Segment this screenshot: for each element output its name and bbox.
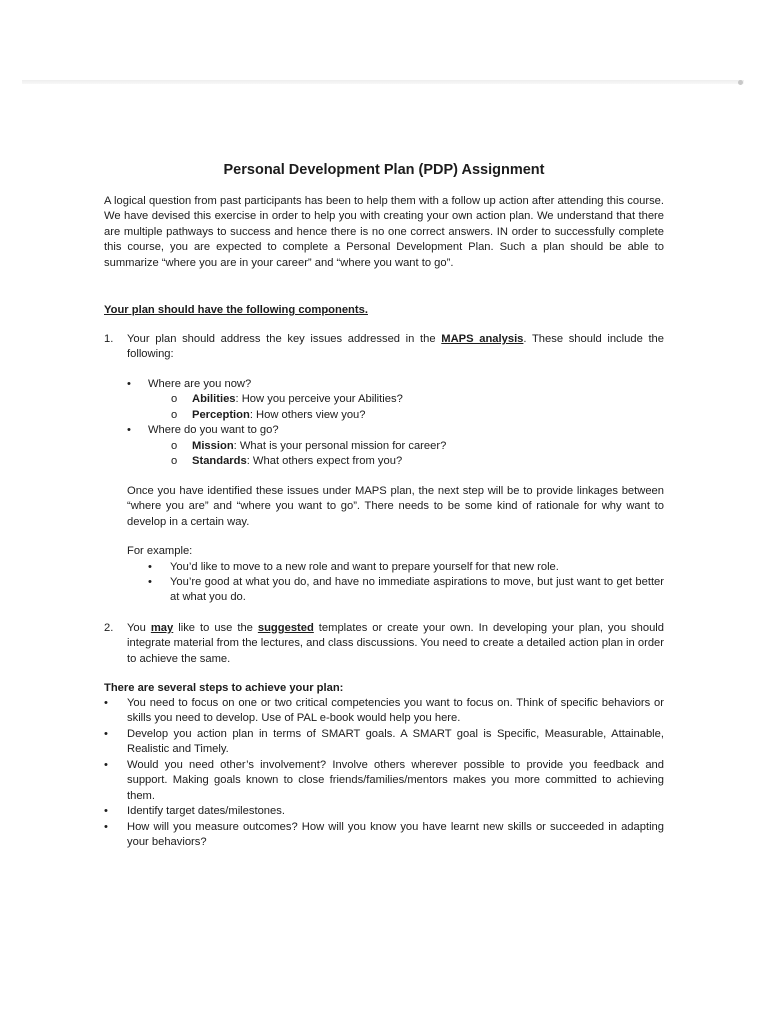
page-top-edge (22, 80, 744, 84)
sub-perception (192, 408, 365, 423)
sub-standards (192, 454, 402, 469)
item2-may: may (150, 622, 174, 634)
step-item: Develop you action plan in terms of SMART goals. A SMART goal is Specific, Measurable, Attainable, Realistic and Timely. (127, 728, 664, 756)
bullet-icon: • (127, 378, 131, 390)
item2-t3: templates or create your own. In developing your plan, you should integrate material from the lectures, and class discussions. You need to create a detailed action plan in order to achieve the same. (127, 622, 664, 665)
components-heading: Your plan should have the following components. (104, 304, 368, 316)
example-item: You’d like to move to a new role and want to prepare yourself for that new role. (170, 561, 559, 573)
bullet-icon: • (104, 728, 108, 740)
step-item: How will you measure outcomes? How will you know you have learnt new skills or succeeded in adapting your behaviors? (127, 821, 664, 849)
item1-text (127, 332, 664, 363)
document-title: Personal Development Plan (PDP) Assignment (223, 162, 545, 178)
sub-bullet-icon: o (171, 455, 178, 467)
example-item: You’re good at what you do, and have no immediate aspirations to move, but just want to get better at what you do. (170, 576, 664, 604)
item2-t2: like to use the (173, 622, 258, 634)
sub-abilities (192, 392, 403, 407)
desc-abilities: : How you perceive your Abilities? (235, 393, 403, 405)
bullet-icon: • (148, 561, 152, 573)
maps-analysis-link: MAPS analysis (441, 333, 524, 345)
item2-text (127, 621, 664, 667)
term-abilities: Abilities (192, 393, 236, 405)
step-item: You need to focus on one or two critical competencies you want to focus on. Think of specific behaviors or skills you need to develop. Use of PAL e-book would help you here. (127, 697, 664, 725)
bullet-icon: • (127, 424, 131, 436)
step-item: Identify target dates/milestones. (127, 805, 285, 817)
sub-mission (192, 439, 446, 454)
sub-bullet-icon: o (171, 393, 178, 405)
item1-text-after: . These should include the following: (127, 333, 664, 361)
step-item: Would you need other’s involvement? Involve others wherever possible to provide you feedback and support. Making goals known to close friends/families/mentors makes you more committed to achieving them. (127, 759, 664, 802)
desc-perception: : How others view you? (249, 409, 366, 421)
bullet-icon: • (104, 805, 108, 817)
bullet-icon: • (148, 576, 152, 588)
bullet-icon: • (104, 697, 108, 709)
term-perception: Perception (192, 409, 250, 421)
example-label: For example: (127, 545, 193, 557)
group-label-go: Where do you want to go? (148, 424, 279, 436)
intro-paragraph: A logical question from past participants has been to help them with a follow up action after attending this course. We have devised this exercise in order to help you with creating your own action plan. We understand that there are multiple pathways to success and hence there is no one correct answers. IN order to successfully complete this course, you are expected to complete a Personal Development Plan. Such a plan should be able to summarize “where you are in your career” and “where you want to go”. (104, 195, 664, 269)
item2-suggested: suggested (257, 622, 314, 634)
sub-bullet-icon: o (171, 409, 178, 421)
scroll-indicator (738, 80, 743, 85)
bullet-icon: • (104, 759, 108, 771)
bullet-icon: • (104, 821, 108, 833)
item2-t1: You (127, 622, 151, 634)
desc-standards: : What others expect from you? (246, 455, 403, 467)
term-mission: Mission (192, 440, 234, 452)
item1-number: 1. (104, 333, 114, 345)
item1-text-before: Your plan should address the key issues addressed in the (127, 333, 442, 345)
term-standards: Standards (192, 455, 247, 467)
steps-heading: There are several steps to achieve your plan: (104, 682, 344, 694)
item2-number: 2. (104, 622, 114, 634)
desc-mission: : What is your personal mission for career? (233, 440, 447, 452)
sub-bullet-icon: o (171, 440, 178, 452)
group-label-now: Where are you now? (148, 378, 252, 390)
linkage-paragraph: Once you have identified these issues under MAPS plan, the next step will be to provide linkages between “where you are” and “where you want to go”. There needs to be some kind of rationale for why want to develop in a certain way. (127, 485, 664, 528)
